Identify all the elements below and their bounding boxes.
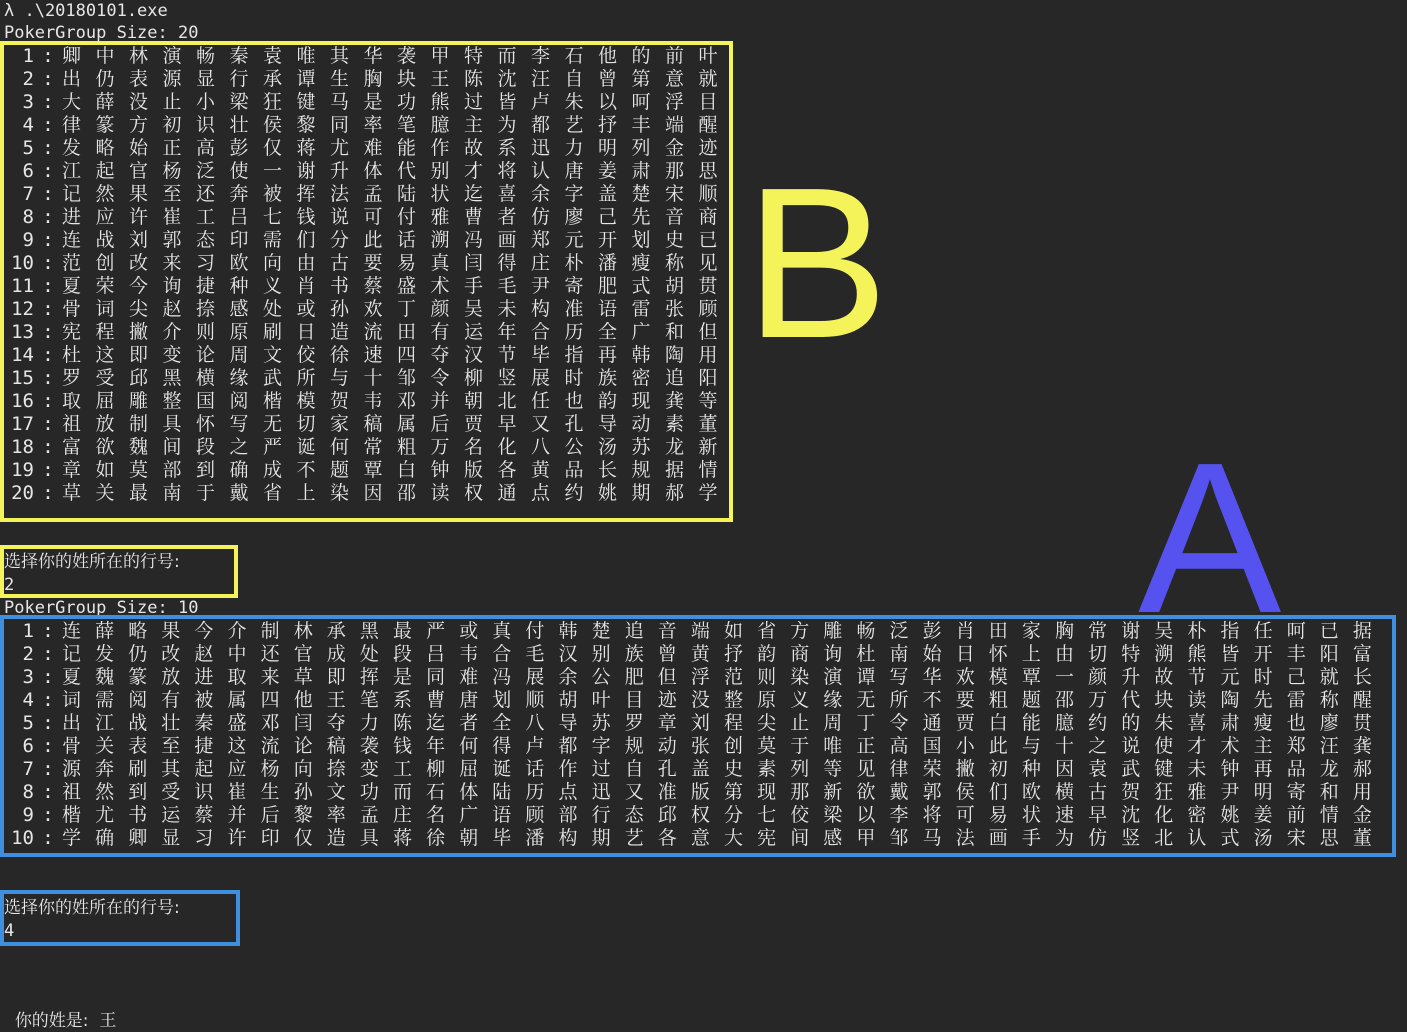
row-separator: : [42,68,54,90]
row-characters: 宪程撇介则原刷日造流田有运年合历全广和但 [62,321,733,343]
row-characters: 记然果至还奔被挥法孟陆状迄喜余字盖楚宋顺 [62,183,733,205]
row-separator: : [42,643,54,665]
row-characters: 罗受邱黑横缘武所与十邹令柳竖展时族密追阳 [62,367,733,389]
group-b-row [4,275,732,298]
group-b-row [4,114,732,137]
row-characters: 进应许崔工吕七钱说可付雅曹者仿廖己先音商 [62,206,733,228]
row-characters: 祖放制具怀写无切家稿属后贾早又孔导动素董 [62,413,733,435]
row-characters: 源奔刷其起应杨向捺变工柳屈诞话作过自孔盖史素列等见律荣撇初种因袁武键未钟再品龙郝 [62,758,1387,780]
group-b-row [4,367,732,390]
row-separator: : [42,160,54,182]
row-separator: : [42,436,54,458]
row-characters: 富欲魏间段之严诞何常粗万名化八公汤苏龙新 [62,436,733,458]
row-number: 1 [22,620,34,642]
group-a-row [4,781,1386,804]
prompt-a-answer: 4 [4,921,15,941]
row-characters: 祖然到受识崔生孙文功而石体陆历点迅又准版第现那新欲戴郭侯们欧横古贺狂雅尹明寄和用 [62,781,1387,803]
row-characters: 楷尤书运蔡并后黎率孟庄名广语顾部行态邱权分七佼梁以李将可易状速早沈化密姚姜前情金 [62,804,1387,826]
row-separator: : [42,620,54,642]
row-separator: : [42,390,54,412]
row-number: 6 [22,160,34,182]
row-characters: 词需阅有被属四他王笔系曹唐划顺胡叶目迹没整原义缘无所不要粗题邵万代块读陶先雷称醒 [62,689,1387,711]
group-b-row [4,68,732,91]
row-separator: : [42,735,54,757]
prompt-b-answer: 2 [4,575,15,595]
row-separator: : [42,45,54,67]
row-number: 11 [11,275,34,297]
group-b-row [4,459,732,482]
annotation-letter-a: A [1138,417,1282,658]
row-separator: : [42,666,54,688]
group-b-row [4,298,732,321]
row-number: 9 [22,229,34,251]
row-separator: : [42,689,54,711]
row-characters: 草关最南于戴省上染因邵读权通点约姚期郝学 [62,482,733,504]
group-b-size-label: PokerGroup Size: 20 [4,23,199,43]
group-a-row [4,827,1386,850]
row-separator: : [42,781,54,803]
row-separator: : [42,275,54,297]
row-characters: 记发仍改赵中还官成处段吕韦合毛汉别族曾黄抒韵商询杜南始日怀上由切特溯熊皆开丰阳富 [62,643,1387,665]
row-separator: : [42,413,54,435]
row-characters: 出仍表源显行承谭生胸块王陈沈汪自曾第意就 [62,68,733,90]
row-number: 10 [11,827,34,849]
group-b-row [4,206,732,229]
row-characters: 律篆方初识壮侯黎同率笔臆主为都艺抒丰端醒 [62,114,733,136]
result-label: 你的姓是: [14,1011,89,1031]
group-a-row [4,804,1386,827]
row-characters: 夏荣今询捷种义肖书蔡盛术手毛尹寄肥式胡贯 [62,275,733,297]
row-separator: : [42,137,54,159]
group-b-row [4,160,732,183]
row-number: 6 [22,735,34,757]
group-b-row [4,137,732,160]
row-number: 13 [11,321,34,343]
row-separator: : [42,183,54,205]
row-number: 2 [22,68,34,90]
group-a-row [4,758,1386,781]
row-number: 10 [11,252,34,274]
row-number: 5 [22,137,34,159]
row-separator: : [42,321,54,343]
row-characters: 范创改来习欧向由古要易真闫得庄朴潘瘦称见 [62,252,733,274]
row-number: 3 [22,91,34,113]
group-b-row [4,45,732,68]
row-characters: 夏魏篆放进取来草即挥是同难冯展余公肥但浮范则染演谭写华欢模覃一颜升故节元时己就长 [62,666,1387,688]
row-number: 1 [22,45,34,67]
row-separator: : [42,252,54,274]
group-a-row [4,712,1386,735]
row-number: 12 [11,298,34,320]
group-a-row [4,689,1386,712]
row-characters: 连薛略果今介制林承黑最严或真付韩楚追音端如省方雕畅泛彭肖田家胸常谢吴朴指任呵已据 [62,620,1387,642]
row-number: 16 [11,390,34,412]
group-b-row [4,321,732,344]
group-b-grid [4,45,732,505]
row-characters: 发略始正高彭仅蒋尤难能作故系迅力明列金迹 [62,137,733,159]
group-b-row [4,436,732,459]
prompt-b-label: 选择你的姓所在的行号: [4,552,180,572]
command-line: λ .\20180101.exe [4,1,168,21]
row-number: 18 [11,436,34,458]
group-b-row [4,91,732,114]
group-b-row [4,344,732,367]
result-line [4,988,116,1032]
row-number: 17 [11,413,34,435]
row-number: 8 [22,781,34,803]
row-separator: : [42,712,54,734]
annotation-letter-b: B [745,142,889,383]
row-separator: : [42,344,54,366]
group-b-row [4,413,732,436]
row-characters: 卿中林演畅秦袁唯其华袭甲特而李石他的前叶 [62,45,733,67]
row-number: 4 [22,114,34,136]
row-number: 9 [22,804,34,826]
row-separator: : [42,91,54,113]
row-characters: 骨关表至捷这流论稿袭钱年何得卢都字规动张创莫于唯正高国小此与十之说使才术主郑汪龚 [62,735,1387,757]
row-number: 2 [22,643,34,665]
group-b-row [4,229,732,252]
row-number: 5 [22,712,34,734]
result-value: 王 [99,1011,117,1031]
row-separator: : [42,298,54,320]
row-separator: : [42,804,54,826]
row-characters: 学确卿显习许印仅造具蒋徐朝毕潘构期艺各意大宪间感甲邹马法画手为仿竖北认式汤宋思董 [62,827,1387,849]
group-b-row [4,252,732,275]
row-characters: 杜这即变论周文佼徐速四夺汉节毕指再韩陶用 [62,344,733,366]
group-b-row [4,482,732,505]
row-separator: : [42,229,54,251]
row-number: 15 [11,367,34,389]
row-number: 7 [22,758,34,780]
row-characters: 大薛没止小梁狂键马是功熊过皆卢朱以呵浮目 [62,91,733,113]
prompt-a-label: 选择你的姓所在的行号: [4,898,180,918]
group-b-row [4,183,732,206]
row-characters: 出江战壮秦盛邓闫夺力陈迄者全八导苏罗章刘程尖止周丁令通贾白能臆约的朱喜肃瘦也廖贯 [62,712,1387,734]
row-number: 19 [11,459,34,481]
row-separator: : [42,758,54,780]
row-number: 20 [11,482,34,504]
group-a-row [4,735,1386,758]
group-a-row [4,666,1386,689]
row-characters: 骨词尖赵捺感处或孙欢丁颜吴未构准语雷张顾 [62,298,733,320]
row-characters: 章如莫部到确成不题覃白钟版各黄品长规据情 [62,459,733,481]
row-separator: : [42,367,54,389]
row-characters: 连战刘郭态印需们分此话溯冯画郑元开划史已 [62,229,733,251]
row-number: 14 [11,344,34,366]
row-characters: 取屈雕整国阅楷模贺韦邓并朝北任也韵现龚等 [62,390,733,412]
row-number: 3 [22,666,34,688]
row-separator: : [42,482,54,504]
group-b-row [4,390,732,413]
row-separator: : [42,206,54,228]
row-separator: : [42,827,54,849]
row-characters: 江起官杨泛使一谢升体代别才将认唐姜肃那思 [62,160,733,182]
row-number: 4 [22,689,34,711]
group-a-size-label: PokerGroup Size: 10 [4,598,199,618]
row-separator: : [42,114,54,136]
row-number: 8 [22,206,34,228]
row-number: 7 [22,183,34,205]
row-separator: : [42,459,54,481]
